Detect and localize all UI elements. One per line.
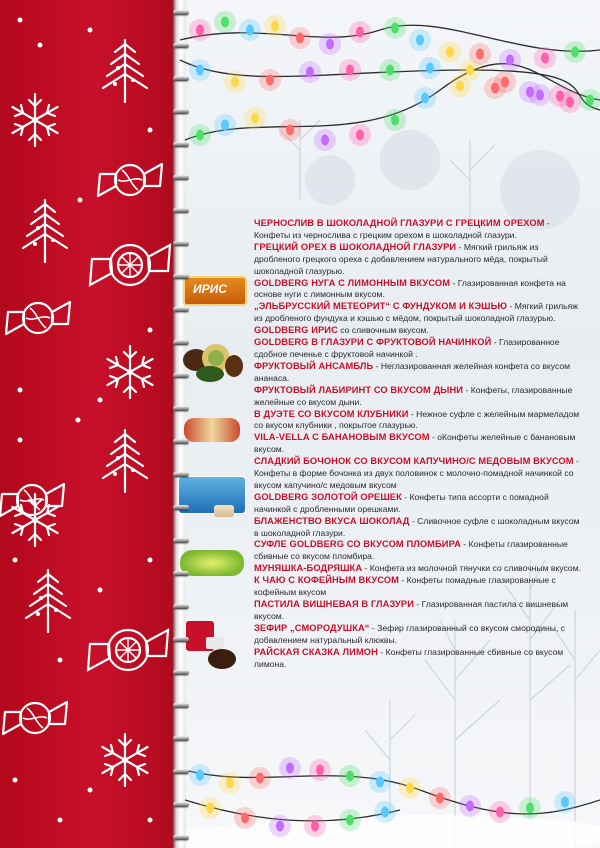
light-bulb <box>321 135 329 146</box>
product-description: - Глазированная пастила с вишневым вкусом. <box>254 599 569 621</box>
binding-ring <box>173 703 189 708</box>
product-description: - Мягкий грильяж из дробленого грецкого ореха с добавлением натурального мёда, покрытый шоколадной глазурью. <box>254 241 548 276</box>
light-bulb <box>246 25 254 36</box>
product-entry <box>254 539 584 563</box>
light-bulb <box>256 773 264 784</box>
product-description: - Неглазированная желейная конфета со вкусом ананаса. <box>254 360 571 383</box>
binding-ring <box>173 307 189 312</box>
light-bulb <box>221 17 229 28</box>
binding-ring <box>173 505 189 510</box>
product-entry <box>254 647 584 671</box>
product-title: ФРУКТОВЫЙ ЛАБИРИНТ СО ВКУСОМ ДЫНИ <box>254 384 464 395</box>
iris-candy-image <box>183 276 247 306</box>
product-title: СЛАДКИЙ БОЧОНОК СО ВКУСОМ КАПУЧИНО/С МЕДОВЫМ ВКУСОМ <box>254 456 574 467</box>
product-title: ЧЕРНОСЛИВ В ШОКОЛАДНОЙ ГЛАЗУРИ С ГРЕЦКИМ ОРЕХОМ <box>254 218 545 228</box>
light-bulb <box>231 77 239 88</box>
product-title: GOLDBERG ЗОЛОТОЙ ОРЕШЕК <box>254 491 402 502</box>
binding-ring <box>173 43 189 48</box>
product-description: - Конфеты глазированные сбивные со вкусом лимона. <box>254 646 564 669</box>
light-bulb <box>346 815 354 826</box>
product-entry <box>254 575 584 599</box>
product-title: К ЧАЮ С КОФЕЙНЫМ ВКУСОМ <box>254 575 399 586</box>
product-title: ПАСТИЛА ВИШНЕВАЯ В ГЛАЗУРИ <box>254 599 415 609</box>
binding-ring <box>173 76 189 81</box>
product-entry <box>254 456 584 492</box>
binding-ring <box>173 208 189 213</box>
product-title: ФРУКТОВЫЙ АНСАМБЛЬ <box>254 360 374 371</box>
binding-ring <box>173 472 189 477</box>
binding-ring <box>173 373 189 378</box>
binding-ring <box>173 340 189 345</box>
light-bulb <box>406 783 414 794</box>
product-entry <box>254 563 584 575</box>
light-bulb <box>311 821 319 832</box>
product-entry <box>254 218 584 242</box>
binding-ring <box>173 142 189 147</box>
product-description: - Глазированная конфета на основе нуги с лимонным вкусом. <box>254 277 566 300</box>
barrel-candy-image <box>214 505 234 517</box>
coffee-candy-image <box>180 615 244 675</box>
product-title: GOLDBERG В ГЛАЗУРИ С ФРУКТОВОЙ НАЧИНКОЙ <box>254 337 492 348</box>
light-bulb <box>386 65 394 76</box>
light-bulb <box>241 813 249 824</box>
light-bulb <box>221 120 229 131</box>
light-bulb <box>466 65 474 76</box>
product-title: GOLDBERG НУГА С ЛИМОННЫМ ВКУСОМ <box>254 277 451 288</box>
product-entry <box>254 599 584 623</box>
binding-ring <box>173 538 189 543</box>
light-bulb <box>296 33 304 44</box>
light-bulb <box>346 771 354 782</box>
product-entry <box>254 385 584 409</box>
light-bulb <box>276 821 284 832</box>
light-bulb <box>491 83 499 94</box>
product-entry <box>254 492 584 516</box>
product-list <box>254 218 584 670</box>
light-bulb <box>381 807 389 818</box>
product-description: - Зефир глазированный со вкусом смородины, с добавлением натуральный клюквы. <box>254 622 566 645</box>
product-entry <box>254 361 584 385</box>
binding-ring <box>173 241 189 246</box>
product-description: со сливочным вкусом. <box>337 325 429 336</box>
product-description: - Конфета из молочной тянучки со сливочным вкусом. <box>362 563 581 574</box>
light-bulb <box>196 770 204 781</box>
product-title: В ДУЭТЕ СО ВКУСОМ КЛУБНИКИ <box>254 408 409 419</box>
product-title: „ЭЛЬБРУССКИЙ МЕТЕОРИТ“ С ФУНДУКОМ И КЭШЬЮ <box>254 301 508 312</box>
light-bulb <box>306 67 314 78</box>
product-description: - Конфеты в форме бочонка из двух половинок с молочно-помадной начинкой со вкусом капучино/с медовым вкусом <box>254 456 579 490</box>
light-bulb <box>586 95 594 106</box>
light-bulb <box>346 65 354 76</box>
binding-ring <box>173 670 189 675</box>
product-entry <box>254 325 584 337</box>
product-title: GOLDBERG ИРИС <box>254 325 338 336</box>
product-entry <box>254 623 584 647</box>
product-title: ГРЕЦКИЙ ОРЕХ В ШОКОЛАДНОЙ ГЛАЗУРИ <box>254 241 457 252</box>
product-description: - Конфеты типа ассорти с помадной начинкой с дробленными орешками. <box>254 491 549 514</box>
product-entry <box>254 432 584 456</box>
light-bulb <box>436 793 444 804</box>
meteorite-candy-image <box>180 340 244 384</box>
product-entry <box>254 278 584 302</box>
binding-ring <box>173 274 189 279</box>
light-bulb <box>326 39 334 50</box>
light-bulb <box>541 53 549 64</box>
product-entry <box>254 242 584 278</box>
product-description: - Мягкий грильяж из дробленого фундука и кэшью с мёдом, покрытый шоколадной глазурью. <box>254 301 579 324</box>
light-bulb <box>286 763 294 774</box>
light-bulb <box>271 21 279 32</box>
light-bulb <box>376 777 384 788</box>
light-bulb <box>196 65 204 76</box>
binding-ring <box>173 637 189 642</box>
product-title: VILA-VELLA С БАНАНОВЫМ ВКУСОМ <box>254 432 430 443</box>
light-bulb <box>226 778 234 789</box>
light-bulb <box>196 130 204 141</box>
binding-ring <box>173 835 189 840</box>
light-bulb <box>466 801 474 812</box>
light-bulb <box>196 25 204 36</box>
binding-ring <box>173 571 189 576</box>
product-title: МУНЯШКА-БОДРЯШКА <box>254 563 363 574</box>
light-bulb <box>456 81 464 92</box>
product-entry <box>254 301 584 325</box>
product-title: БЛАЖЕНСТВО ВКУСА ШОКОЛАД <box>254 515 410 526</box>
product-description: - оКонфеты желейные с банановым вкусом. <box>254 432 576 455</box>
binding-ring <box>173 802 189 807</box>
light-bulb <box>556 91 564 102</box>
product-description: - Сливочное суфле с шоколадным вкусом в шоколадной глазури. <box>254 515 580 538</box>
binding-ring <box>173 175 189 180</box>
product-description: - Конфеты глазированные сбивные со вкусом пломбира. <box>254 539 568 562</box>
product-entry <box>254 516 584 540</box>
light-bulb <box>251 113 259 124</box>
product-description: - Глазированное сдобное печенье с фруктовой начинкой . <box>254 337 560 359</box>
binding-ring <box>173 109 189 114</box>
binding-ring <box>173 769 189 774</box>
binding-ring <box>173 10 189 15</box>
binding-ring <box>173 604 189 609</box>
light-bulb <box>426 63 434 74</box>
binding-ring <box>173 406 189 411</box>
product-title: РАЙСКАЯ СКАЗКА ЛИМОН <box>254 646 378 657</box>
light-bulb <box>476 49 484 60</box>
light-bulb <box>206 803 214 814</box>
light-bulb <box>266 75 274 86</box>
chocolate-souffle-image <box>180 550 244 576</box>
light-bulb <box>571 47 579 58</box>
product-description: - Конфеты из чернослива с грецким орехом в шоколадной глазури. <box>254 218 550 240</box>
light-bulb <box>286 125 294 136</box>
light-bulb <box>356 27 364 38</box>
product-title: СУФЛЕ GOLDBERG СО ВКУСОМ ПЛОМБИРА <box>254 539 461 550</box>
product-description: - Конфеты помадные глазированные с кофейным вкусом <box>254 575 556 598</box>
binding-ring <box>173 439 189 444</box>
light-bulb <box>526 803 534 814</box>
light-bulb <box>316 765 324 776</box>
light-bulb <box>356 130 364 141</box>
product-entry <box>254 409 584 433</box>
light-bulb <box>391 115 399 126</box>
product-description: - Нежное суфле с желейным мармеладом со вкусом клубники , покрытое глазурью. <box>254 408 580 431</box>
light-bulb <box>526 87 534 98</box>
light-bulb <box>391 23 399 34</box>
melon-candy-image <box>184 418 240 442</box>
product-description: - Конфеты, глазированные желейные со вкусом дыни. <box>254 384 573 407</box>
product-title: ЗЕФИР „СМОРОДУШКА“ <box>254 622 370 633</box>
light-bulb <box>421 93 429 104</box>
binding-ring <box>173 736 189 741</box>
light-bulb <box>446 47 454 58</box>
light-bulb <box>561 797 569 808</box>
light-bulb <box>416 35 424 46</box>
iris-package-label: ИРИС <box>193 282 227 296</box>
light-bulb <box>496 807 504 818</box>
product-entry <box>254 337 584 361</box>
light-bulb <box>506 55 514 66</box>
